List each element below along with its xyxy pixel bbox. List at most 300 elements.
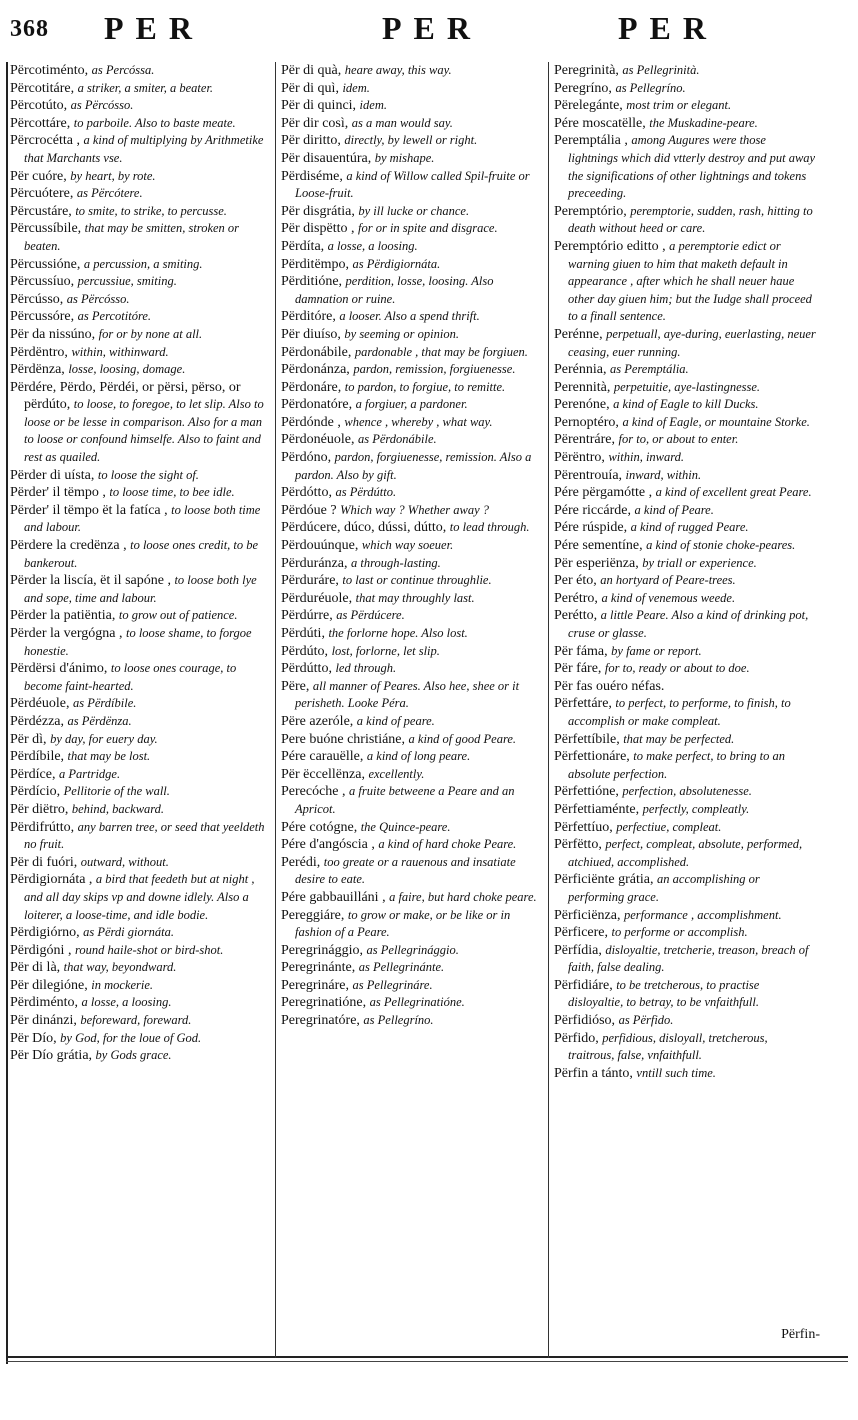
entry-headword: Përcussíbile, bbox=[10, 221, 82, 237]
entry-headword: Për dir così, bbox=[281, 115, 349, 131]
entry-definition: a kind of Peare. bbox=[634, 502, 714, 517]
entry-definition: the Muskadine-peare. bbox=[649, 115, 758, 130]
dictionary-entry bbox=[554, 590, 816, 608]
entry-definition: perfectly, compleatly. bbox=[642, 801, 750, 816]
entry-definition: perfection, absolutenesse. bbox=[622, 784, 752, 799]
entry-definition: a faire, but hard choke peare. bbox=[389, 889, 537, 904]
entry-definition: to loose ones courage, to become faint-hearted. bbox=[24, 661, 237, 693]
entry-headword: Pére d'angóscia , bbox=[281, 837, 375, 853]
entry-headword: Përder di uísta, bbox=[10, 467, 95, 483]
entry-definition: by God, for the loue of God. bbox=[60, 1030, 202, 1045]
entry-definition: too greate or a rauenous and insatiate desire to eate. bbox=[295, 854, 516, 887]
entry-headword: Për disauentúra, bbox=[281, 150, 372, 166]
entry-definition: to smite, to strike, to percusse. bbox=[75, 203, 227, 218]
entry-definition: a kind of hard choke Peare. bbox=[378, 837, 517, 852]
entry-definition: most trim or elegant. bbox=[626, 98, 732, 113]
entry-headword: Përdonáre, bbox=[281, 379, 342, 395]
entry-headword: Për fáre, bbox=[554, 661, 602, 677]
entry-definition: disloyaltie, tretcherie, treason, breach of faith, false dealing. bbox=[568, 942, 809, 975]
dictionary-entry bbox=[281, 273, 543, 308]
dictionary-entry bbox=[10, 819, 268, 854]
dictionary-entry bbox=[554, 555, 816, 573]
dictionary-entry bbox=[10, 572, 268, 607]
dictionary-entry bbox=[554, 748, 816, 783]
entry-definition: heare away, this way. bbox=[344, 63, 452, 77]
entry-definition: a kind of stonie choke-peares. bbox=[646, 538, 796, 553]
entry-headword: Përdício, bbox=[10, 784, 61, 800]
entry-definition: by fame or report. bbox=[611, 643, 702, 658]
dictionary-entry bbox=[281, 168, 543, 203]
entry-headword: Perecóche , bbox=[281, 784, 346, 800]
entry-definition: excellently. bbox=[368, 766, 425, 781]
entry-definition: to parboile. Also to baste meate. bbox=[73, 115, 236, 130]
entry-headword: Për fáma, bbox=[554, 643, 608, 659]
column-rule-1 bbox=[275, 62, 276, 1358]
entry-headword: Peremptório editto , bbox=[554, 238, 666, 254]
entry-headword: Përdóno, bbox=[281, 450, 332, 466]
entry-headword: Per éto, bbox=[554, 573, 597, 589]
dictionary-entry bbox=[10, 115, 268, 133]
entry-definition: an accomplishing or performing grace. bbox=[568, 872, 760, 904]
entry-headword: Për ëccellënza, bbox=[281, 766, 365, 782]
running-head-right: PER bbox=[618, 10, 718, 46]
entry-headword: Përdonábile, bbox=[281, 344, 352, 360]
entry-definition: behind, backward. bbox=[71, 801, 165, 816]
entry-headword: Përcussóre, bbox=[10, 309, 75, 325]
entry-definition: by triall or experience. bbox=[642, 555, 757, 570]
entry-headword: Përentráre, bbox=[554, 432, 616, 448]
entry-definition: a losse, a loosing. bbox=[327, 238, 418, 253]
entry-definition: to pardon, to forgiue, to remitte. bbox=[344, 379, 506, 394]
entry-definition: as Pellegrinità. bbox=[622, 63, 700, 77]
dictionary-entry bbox=[554, 801, 816, 819]
entry-definition: perfectiue, compleat. bbox=[616, 819, 722, 834]
entry-definition: pardon, forgiuenesse, remission. Also a pardon. Also by gift. bbox=[295, 450, 532, 482]
entry-definition: for or in spite and disgrace. bbox=[358, 221, 498, 236]
dictionary-entry bbox=[281, 220, 543, 238]
entry-headword: Për dinánzi, bbox=[10, 1013, 77, 1029]
entry-definition: among Augures were those lightnings which did vtterly destroy and put away the significations of other lightnings and tokens preceeding. bbox=[568, 133, 816, 201]
entry-definition: a forgiuer, a pardoner. bbox=[355, 397, 468, 412]
dictionary-entry bbox=[10, 361, 268, 379]
dictionary-entry bbox=[281, 344, 543, 362]
entry-headword: Përcustáre, bbox=[10, 203, 72, 219]
entry-definition: in mockerie. bbox=[91, 977, 154, 992]
entry-definition: as Përdigiornáta. bbox=[352, 256, 441, 271]
entry-headword: Përfido, bbox=[554, 1030, 599, 1046]
dictionary-entry bbox=[10, 713, 268, 731]
dictionary-entry bbox=[281, 748, 543, 766]
dictionary-entry bbox=[554, 396, 816, 414]
entry-headword: Përdéuole, bbox=[10, 696, 70, 712]
entry-headword: Përcottáre, bbox=[10, 115, 71, 131]
entry-definition: a kind of multiplying by Arithmetike that Marchants vse. bbox=[24, 133, 264, 165]
dictionary-entry bbox=[10, 748, 268, 766]
entry-headword: Përdíce, bbox=[10, 766, 56, 782]
entry-headword: Për dispëtto , bbox=[281, 221, 355, 237]
entry-definition: perfect, compleat, absolute, performed, atchiued, accomplished. bbox=[568, 837, 803, 869]
entry-definition: a kind of rugged Peare. bbox=[630, 520, 749, 535]
entry-headword: Përficiënte grátia, bbox=[554, 872, 654, 888]
column-3 bbox=[554, 62, 816, 1082]
dictionary-entry bbox=[281, 977, 543, 995]
dictionary-entry bbox=[281, 449, 543, 484]
entry-definition: a kind of Willow called Spil-fruite or Loose-fruit. bbox=[295, 168, 530, 201]
entry-headword: Pére cotógne, bbox=[281, 819, 358, 835]
dictionary-entry bbox=[554, 431, 816, 449]
entry-headword: Për Dío, bbox=[10, 1030, 57, 1046]
entry-definition: that may be lost. bbox=[67, 749, 151, 764]
dictionary-entry bbox=[554, 203, 816, 238]
entry-headword: Përentrouía, bbox=[554, 467, 623, 483]
entry-definition: by mishape. bbox=[374, 150, 435, 165]
entry-definition: as Përdútto. bbox=[335, 485, 397, 500]
entry-headword: Për dilegióne, bbox=[10, 977, 88, 993]
entry-headword: Peregrinatóre, bbox=[281, 1013, 360, 1029]
dictionary-entry bbox=[554, 326, 816, 361]
entry-headword: Përfin a tánto, bbox=[554, 1065, 633, 1081]
entry-definition: to perfect, to performe, to finish, to accomplish or make compleat. bbox=[568, 696, 791, 728]
entry-headword: Perénne, bbox=[554, 326, 603, 342]
entry-headword: Pére përgamótte , bbox=[554, 485, 653, 501]
dictionary-entry bbox=[554, 660, 816, 678]
entry-headword: Përdúrre, bbox=[281, 608, 333, 624]
entry-headword: Përdonéuole, bbox=[281, 432, 355, 448]
entry-headword: Përdíta, bbox=[281, 238, 325, 254]
entry-headword: Përficiënza, bbox=[554, 907, 621, 923]
dictionary-entry bbox=[10, 660, 268, 695]
entry-definition: as Percóssa. bbox=[91, 63, 155, 77]
entry-definition: as Percotitóre. bbox=[77, 309, 152, 324]
dictionary-entry bbox=[281, 660, 543, 678]
entry-headword: Përcotitáre, bbox=[10, 80, 75, 96]
entry-headword: Përcotúto, bbox=[10, 98, 68, 114]
entry-definition: by day, for euery day. bbox=[50, 731, 158, 746]
entry-definition: as Pellegrinánte. bbox=[358, 960, 445, 975]
entry-headword: Për dì, bbox=[10, 731, 47, 747]
entry-headword: Pére sementíne, bbox=[554, 538, 643, 554]
entry-headword: Pere buóne christiáne, bbox=[281, 731, 406, 747]
frame-rule-bottom-inner bbox=[6, 1361, 848, 1362]
entry-headword: Përdónde , bbox=[281, 414, 341, 430]
entry-definition: a kind of excellent great Peare. bbox=[655, 485, 812, 500]
dictionary-entry bbox=[281, 502, 543, 520]
dictionary-entry bbox=[281, 590, 543, 608]
entry-definition: idem. bbox=[359, 98, 387, 113]
entry-definition: a losse, a loosing. bbox=[81, 995, 172, 1010]
dictionary-entry bbox=[10, 695, 268, 713]
entry-definition: peremptorie, sudden, rash, hitting to death without heed or care. bbox=[568, 203, 813, 236]
dictionary-entry bbox=[281, 889, 543, 907]
entry-definition: as Përdíbile. bbox=[72, 696, 137, 711]
entry-headword: Për Dío grátia, bbox=[10, 1048, 93, 1064]
entry-headword: Përcussíuo, bbox=[10, 274, 75, 290]
entry-definition: pardonable , that may be forgiuen. bbox=[354, 344, 528, 359]
entry-headword: Përfettiaménte, bbox=[554, 801, 640, 817]
entry-definition: within, withinward. bbox=[71, 344, 169, 359]
entry-definition: as a man would say. bbox=[351, 115, 453, 130]
entry-headword: Përelegánte, bbox=[554, 98, 623, 114]
entry-definition: that may be perfected. bbox=[623, 731, 735, 746]
dictionary-entry bbox=[554, 502, 816, 520]
dictionary-entry bbox=[281, 959, 543, 977]
dictionary-entry bbox=[554, 643, 816, 661]
entry-headword: Përcotiménto, bbox=[10, 63, 89, 78]
dictionary-entry bbox=[281, 97, 543, 115]
dictionary-entry bbox=[10, 783, 268, 801]
entry-definition: a looser. Also a spend thrift. bbox=[339, 309, 480, 324]
entry-headword: Për diuíso, bbox=[281, 326, 341, 342]
dictionary-entry bbox=[10, 994, 268, 1012]
entry-headword: Përëntro, bbox=[554, 450, 605, 466]
entry-definition: a fruite betweene a Peare and an Apricot. bbox=[295, 784, 515, 816]
entry-definition: to loose both time and labour. bbox=[24, 502, 261, 535]
entry-headword: Përfettáre, bbox=[554, 696, 612, 712]
entry-definition: an hortyard of Peare-trees. bbox=[600, 573, 736, 588]
entry-headword: Përdézza, bbox=[10, 713, 65, 729]
dictionary-entry bbox=[281, 256, 543, 274]
entry-definition: by heart, by rote. bbox=[70, 168, 156, 183]
entry-headword: Për di quì, bbox=[281, 80, 339, 96]
entry-headword: Përditëmpo, bbox=[281, 256, 350, 272]
entry-headword: Peremptório, bbox=[554, 203, 627, 219]
entry-headword: Përficere, bbox=[554, 925, 609, 941]
dictionary-entry bbox=[281, 115, 543, 133]
entry-headword: Përdúti, bbox=[281, 626, 325, 641]
dictionary-entry bbox=[10, 326, 268, 344]
dictionary-entry bbox=[554, 695, 816, 730]
entry-headword: Përditóre, bbox=[281, 309, 336, 325]
dictionary-entry bbox=[281, 994, 543, 1012]
entry-definition: any barren tree, or seed that yeeldeth no fruit. bbox=[24, 819, 265, 852]
entry-definition: to performe or accomplish. bbox=[611, 925, 748, 940]
catchword: Përfin- bbox=[781, 1327, 820, 1342]
dictionary-entry bbox=[554, 607, 816, 642]
entry-definition: directly, by lewell or right. bbox=[344, 133, 478, 148]
dictionary-entry bbox=[281, 643, 543, 661]
entry-definition: to loose shame, to forgoe honestie. bbox=[24, 626, 252, 658]
entry-headword: Perénnia, bbox=[554, 362, 607, 378]
entry-definition: a kind of peare. bbox=[356, 713, 435, 728]
dictionary-entry bbox=[281, 150, 543, 168]
dictionary-entry bbox=[10, 942, 268, 960]
entry-definition: as Përdënza. bbox=[67, 713, 132, 728]
dictionary-entry bbox=[554, 977, 816, 1012]
dictionary-entry bbox=[554, 678, 816, 696]
entry-headword: Për di quà, bbox=[281, 63, 342, 78]
column-2 bbox=[281, 62, 543, 1030]
entry-headword: Përdërsi d'ánimo, bbox=[10, 661, 108, 677]
dictionary-entry bbox=[554, 97, 816, 115]
dictionary-entry bbox=[10, 1030, 268, 1048]
dictionary-entry bbox=[281, 907, 543, 942]
dictionary-entry bbox=[554, 537, 816, 555]
entry-headword: Përfettionáre, bbox=[554, 749, 630, 765]
column-rule-2 bbox=[548, 62, 549, 1358]
entry-definition: for to, or about to enter. bbox=[618, 432, 739, 447]
entry-headword: Përdigóni , bbox=[10, 942, 72, 958]
dictionary-entry bbox=[554, 819, 816, 837]
entry-definition: Which way ? Whether away ? bbox=[340, 502, 490, 517]
entry-definition: outward, without. bbox=[80, 854, 169, 869]
dictionary-entry bbox=[281, 431, 543, 449]
dictionary-entry bbox=[10, 484, 268, 502]
entry-headword: Pére moscatëlle, bbox=[554, 115, 646, 131]
entry-definition: a through-lasting. bbox=[350, 555, 441, 570]
entry-definition: a kind of Eagle to kill Ducks. bbox=[613, 397, 759, 412]
dictionary-entry bbox=[281, 132, 543, 150]
entry-headword: Përdúto, bbox=[281, 643, 329, 659]
entry-definition: to lead through. bbox=[449, 520, 530, 535]
entry-headword: Për di quinci, bbox=[281, 98, 357, 114]
frame-rule-bottom bbox=[6, 1356, 848, 1358]
dictionary-entry bbox=[554, 519, 816, 537]
entry-headword: Përfettíuo, bbox=[554, 819, 613, 835]
dictionary-entry bbox=[281, 326, 543, 344]
entry-definition: as Pellegríno. bbox=[363, 1013, 434, 1028]
entry-definition: as Pellegrináre. bbox=[352, 977, 433, 992]
entry-headword: Përdouúnque, bbox=[281, 538, 359, 554]
entry-definition: a kind of good Peare. bbox=[408, 731, 517, 746]
entry-definition: performance , accomplishment. bbox=[623, 907, 782, 922]
dictionary-entry bbox=[281, 361, 543, 379]
dictionary-entry bbox=[281, 625, 543, 643]
dictionary-entry bbox=[554, 731, 816, 749]
entry-definition: a percussion, a smiting. bbox=[83, 256, 203, 271]
entry-definition: for or by none at all. bbox=[98, 326, 203, 341]
frame-rule-left bbox=[6, 62, 8, 1364]
entry-definition: within, inward. bbox=[608, 450, 685, 465]
dictionary-entry bbox=[554, 132, 816, 202]
entry-definition: to loose both lye and sope, time and labour. bbox=[24, 573, 257, 605]
dictionary-entry bbox=[281, 203, 543, 221]
entry-definition: losse, loosing, domage. bbox=[68, 362, 186, 377]
dictionary-entry bbox=[10, 203, 268, 221]
entry-headword: Përder la liscía, ët il sapóne , bbox=[10, 573, 171, 589]
dictionary-entry bbox=[554, 80, 816, 98]
running-head-left: PER bbox=[104, 10, 204, 46]
dictionary-entry bbox=[281, 80, 543, 98]
entry-definition: lost, forlorne, let slip. bbox=[331, 643, 440, 658]
dictionary-entry bbox=[281, 607, 543, 625]
dictionary-entry bbox=[281, 713, 543, 731]
dictionary-entry bbox=[554, 1065, 816, 1083]
page-number: 368 bbox=[10, 16, 49, 42]
dictionary-entry bbox=[281, 854, 543, 889]
entry-definition: as Përfido. bbox=[618, 1013, 674, 1028]
entry-definition: as Peremptália. bbox=[609, 362, 689, 377]
dictionary-entry bbox=[281, 783, 543, 818]
dictionary-entry bbox=[281, 836, 543, 854]
entry-definition: round haile-shot or bird-shot. bbox=[74, 942, 224, 957]
entry-definition: pardon, remission, forgiuenesse. bbox=[353, 362, 516, 377]
entry-definition: all manner of Peares. Also hee, shee or it perisheth. Looke Péra. bbox=[295, 678, 520, 711]
entry-definition: a kind of Eagle, or mountaine Storke. bbox=[622, 414, 810, 429]
entry-headword: Përcuótere, bbox=[10, 186, 74, 202]
entry-headword: Përfettíbile, bbox=[554, 731, 620, 747]
dictionary-entry bbox=[281, 942, 543, 960]
entry-definition: perpetuall, aye-during, euerlasting, neuer ceasing, euer running. bbox=[568, 326, 816, 359]
entry-headword: Për diëtro, bbox=[10, 801, 69, 817]
entry-headword: Përfidiáre, bbox=[554, 977, 613, 993]
entry-definition: whence , whereby , what way. bbox=[344, 414, 493, 429]
dictionary-entry bbox=[554, 449, 816, 467]
dictionary-entry bbox=[554, 238, 816, 326]
dictionary-entry bbox=[10, 308, 268, 326]
entry-headword: Përder la vergógna , bbox=[10, 626, 123, 641]
dictionary-entry bbox=[554, 924, 816, 942]
entry-definition: a peremptorie edict or warning giuen to him that maketh default in appearance , after which he shall neuer haue other day giuen him; but the Iudge shall proceed to a finall sentence. bbox=[568, 238, 812, 324]
entry-headword: Përdíbile, bbox=[10, 749, 65, 765]
entry-headword: Përdiséme, bbox=[281, 168, 343, 184]
entry-headword: Përcrocétta , bbox=[10, 133, 80, 149]
entry-definition: a bird that feedeth but at night , and all day skips vp and downe idlely. Also a loiterer, a loose-time, and idle bodie. bbox=[24, 872, 255, 922]
entry-headword: Përdére, Përdo, Përdéi, or përsi, përso, or përdúto, bbox=[10, 379, 241, 413]
dictionary-entry bbox=[10, 97, 268, 115]
entry-headword: Përfídia, bbox=[554, 942, 602, 958]
entry-headword: Përdonánza, bbox=[281, 362, 350, 378]
column-1 bbox=[10, 62, 268, 1065]
entry-headword: Pére rúspide, bbox=[554, 520, 628, 536]
entry-definition: as Pellegrinatióne. bbox=[369, 995, 465, 1010]
entry-headword: Për fas ouéro néfas. bbox=[554, 678, 665, 694]
dictionary-entry bbox=[554, 871, 816, 906]
entry-definition: for to, ready or about to doe. bbox=[604, 661, 750, 676]
entry-headword: Për diritto, bbox=[281, 133, 341, 149]
dictionary-entry bbox=[10, 854, 268, 872]
entry-headword: Përdifrútto, bbox=[10, 819, 75, 835]
dictionary-entry bbox=[10, 291, 268, 309]
entry-definition: idem. bbox=[342, 80, 370, 95]
entry-headword: Për cuóre, bbox=[10, 168, 67, 184]
dictionary-entry bbox=[281, 766, 543, 784]
entry-headword: Përdënza, bbox=[10, 362, 65, 378]
entry-definition: to last or continue throughlie. bbox=[342, 573, 492, 588]
entry-headword: Peregrinità, bbox=[554, 63, 619, 78]
entry-definition: as Përcótere. bbox=[76, 186, 143, 201]
dictionary-entry bbox=[281, 555, 543, 573]
entry-headword: Përfëtto, bbox=[554, 837, 602, 853]
dictionary-entry bbox=[554, 572, 816, 590]
dictionary-entry bbox=[281, 572, 543, 590]
entry-headword: Peregríno, bbox=[554, 80, 612, 96]
entry-definition: to loose ones credit, to be bankerout. bbox=[24, 538, 259, 570]
entry-definition: perfidious, disloyall, tretcherous, traitrous, false, vnfaithfull. bbox=[568, 1030, 768, 1063]
dictionary-entry bbox=[10, 256, 268, 274]
entry-definition: to grow or make, or be like or in fashion of a Peare. bbox=[295, 907, 511, 940]
entry-definition: a little Peare. Also a kind of drinking pot, cruse or glasse. bbox=[568, 608, 809, 640]
entry-headword: Përdonatóre, bbox=[281, 397, 353, 413]
dictionary-entry bbox=[281, 819, 543, 837]
entry-definition: beforeward, foreward. bbox=[80, 1013, 192, 1028]
dictionary-entry bbox=[10, 801, 268, 819]
entry-definition: the forlorne hope. Also lost. bbox=[328, 626, 468, 640]
entry-headword: Pére carauëlle, bbox=[281, 749, 364, 765]
dictionary-entry bbox=[10, 132, 268, 167]
dictionary-entry bbox=[554, 379, 816, 397]
entry-definition: by seeming or opinion. bbox=[344, 326, 459, 341]
dictionary-entry bbox=[281, 308, 543, 326]
dictionary-entry bbox=[10, 1047, 268, 1065]
entry-definition: by ill lucke or chance. bbox=[358, 203, 470, 218]
entry-definition: as Përdi giornáta. bbox=[83, 925, 174, 940]
entry-headword: Përder' il tëmpo , bbox=[10, 485, 106, 501]
entry-definition: to make perfect, to bring to an absolute perfection. bbox=[568, 749, 786, 781]
dictionary-entry bbox=[281, 519, 543, 537]
entry-headword: Përfidióso, bbox=[554, 1013, 616, 1029]
entry-headword: Përdëntro, bbox=[10, 344, 68, 360]
entry-headword: Përdúcere, dúco, dússi, dútto, bbox=[281, 520, 447, 536]
